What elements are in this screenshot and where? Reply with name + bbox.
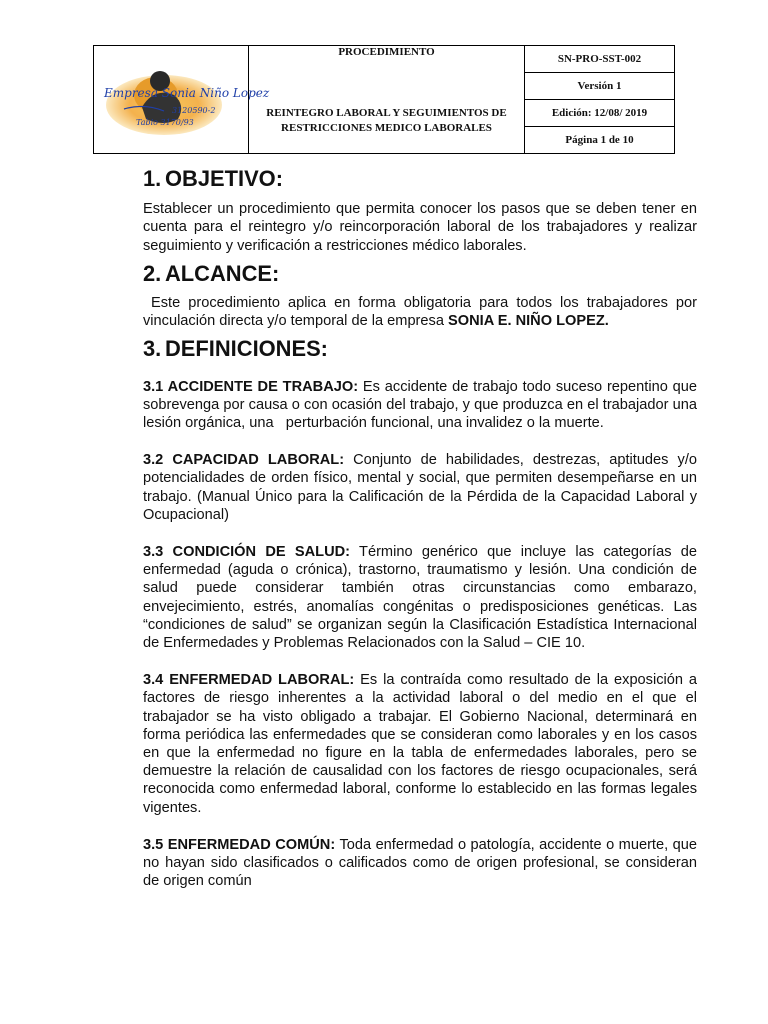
document-title-cell [249,46,525,154]
section-heading-definiciones [143,336,697,362]
document-header-table [93,45,675,154]
document-version: Versión 1 [525,73,675,100]
section-text-objetivo: Establecer un procedimiento que permita conocer los pasos que se deben tener en cuenta para el reintegro y/o reincorporación laboral de los trabajadores y realizar seguimiento y verificación a restricciones médico laborales. [143,201,697,254]
definition-term: 3.2 CAPACIDAD LABORAL: [143,452,345,469]
company-name: SONIA E. NIÑO LOPEZ. [448,313,609,330]
definition-item [143,378,702,433]
definition-term: 3.1 ACCIDENTE DE TRABAJO: [143,378,359,395]
document-title: REINTEGRO LABORAL Y SEGUIMIENTOS DE RESTRICCIONES MEDICO LABORALES [266,106,507,134]
definition-text: Es accidente de trabajo todo suceso repentino que sobrevenga por causa o con ocasión del trabajo, y que produzca en el trabajador una lesión orgánica, una perturbación funcional, una invalidez o la muerte. [143,378,702,432]
section-title: DEFINICIONES: [165,336,328,362]
page-number: Página 1 de 10 [525,127,675,154]
definition-term: 3.4 ENFERMEDAD LABORAL: [143,672,355,689]
definition-item [143,451,697,524]
alcance-text: Este procedimiento aplica en forma obligatoria para todos los trabajadores por vinculación directa y/o temporal de la empresa [143,295,702,330]
definition-item [143,836,697,891]
section-number: 2. [143,260,162,286]
document-edition-date: Edición: 12/08/ 2019 [525,100,675,127]
svg-text:Empresa Sonia Niño Lopez: Empresa Sonia Niño Lopez [104,85,270,100]
document-body [143,166,702,891]
section-title: ALCANCE: [165,260,280,286]
company-logo [94,47,270,153]
definition-text: Término genérico que incluye las categorías de enfermedad (aguda o crónica), trastorno, traumatismo y lesión. Una condición de salud puede considerar también otras circunstancias como embarazo, envejecimiento, estrés, anomalías congénitas o predisposiciones genéticas. Las “condiciones de salud” se organizan según la Clasificación Estadística Internacional de Enfermedades y Problemas Relacionados con la Salud – CIE 10. [143,544,698,652]
definition-term: 3.5 ENFERMEDAD COMÚN: [143,836,336,853]
definition-term: 3.3 CONDICIÓN DE SALUD: [143,544,351,561]
definition-item [143,671,697,817]
section-number: 3. [143,336,162,362]
section-title: OBJETIVO: [165,166,283,191]
section-number: 1. [143,166,162,191]
definition-text: Toda enfermedad o patología, accidente o muerte, que no hayan sido clasificados o calificados como de origen profesional, se consideran de origen común [143,836,697,890]
section-heading-objetivo [143,166,697,191]
document-type: PROCEDIMIENTO [338,45,435,58]
definition-text: Es la contraída como resultado de la exposición a factores de riesgo inherentes a la actividad laboral o del medio en el que el trabajador se ha visto obligado a trabajar. El Gobierno Nacional, determinará en forma periódica las enfermedades que se consideran como laborales y en los casos en que la enfermedad no figure en la tabla de enfermedades laborales, pero se demuestre la relación de causalidad con los factores de riesgo ocupacionales, será reconocida como enfermedad laboral, conforme lo establecido en las formas legales vigentes. [143,672,697,816]
definition-text: Conjunto de habilidades, destrezas, aptitudes y/o potencialidades de orden físico, mental y social, que permiten desempeñarse en un trabajo. (Manual Único para la Calificación de la Pérdida de la Capacidad Laboral y Ocupacional) [143,452,697,523]
section-text-alcance [143,294,702,330]
svg-text:Tabio 3170/93: Tabio 3170/93 [136,117,194,127]
section-heading-alcance [143,260,697,286]
document-code: SN-PRO-SST-002 [525,46,675,73]
logo-cell [94,46,270,154]
definition-item [143,543,697,652]
svg-text:3120590-2: 3120590-2 [172,105,216,115]
